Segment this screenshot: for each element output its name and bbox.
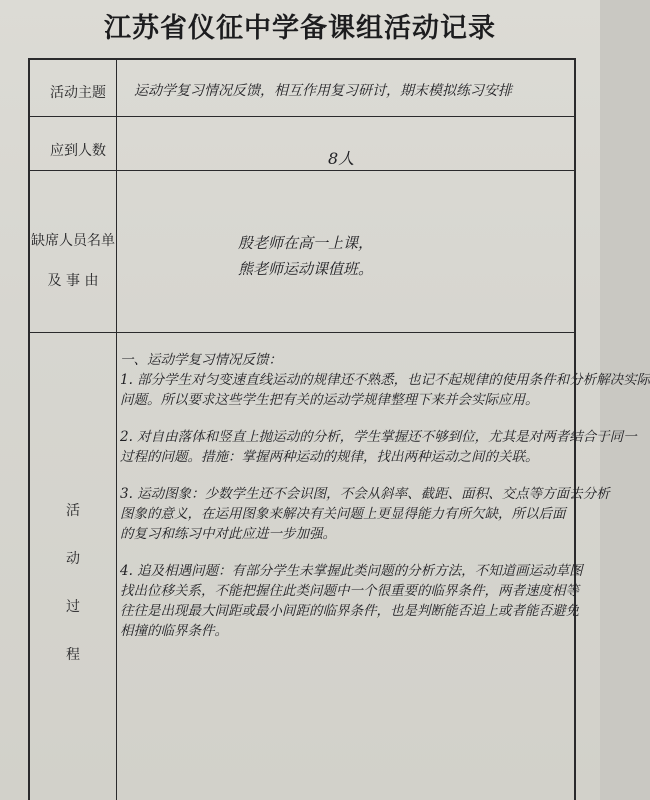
topic-value: 运动学复习情况反馈，相互作用复习研讨，期末模拟练习安排 <box>134 83 512 99</box>
paragraph-gap <box>120 467 570 484</box>
absent-value-line-2: 熊老师运动课值班。 <box>238 260 374 278</box>
absent-reason-label: 及 事 由 <box>47 273 99 289</box>
row-divider <box>30 170 574 171</box>
process-label-char: 过 <box>66 599 80 615</box>
process-text-line: 1. 部分学生对匀变速直线运动的规律还不熟悉，也记不起规律的使用条件和分析解决实际 <box>120 372 650 388</box>
document-title: 江苏省仪征中学备课组活动记录 <box>104 13 496 44</box>
process-text-line: 一、运动学复习情况反馈： <box>120 352 282 368</box>
row-divider <box>30 116 574 117</box>
process-label-char: 动 <box>66 551 80 567</box>
process-label-char: 程 <box>66 647 80 663</box>
attendance-value: 8人 <box>328 149 355 168</box>
absent-value-line-1: 殷老师在高一上课， <box>238 234 374 252</box>
process-text-line: 相撞的临界条件。 <box>120 623 228 639</box>
process-text-line: 4. 追及相遇问题：有部分学生未掌握此类问题的分析方法，不知道画运动草图 <box>120 563 583 579</box>
process-text-line: 问题。所以要求这些学生把有关的运动学规律整理下来并会实际应用。 <box>120 392 539 408</box>
process-text-line: 2. 对自由落体和竖直上抛运动的分析，学生掌握还不够到位，尤其是对两者结合于同一 <box>120 429 637 445</box>
process-text-line: 的复习和练习中对此应进一步加强。 <box>120 526 336 542</box>
absent-label: 缺席人员名单 <box>31 233 115 249</box>
process-content <box>120 350 650 641</box>
activity-record-table <box>28 58 650 800</box>
process-text-line: 往往是出现最大间距或最小间距的临界条件，也是判断能否追上或者能否避免 <box>120 603 579 619</box>
column-divider <box>116 60 117 800</box>
row-divider <box>30 332 574 333</box>
process-text-line: 找出位移关系，不能把握住此类问题中一个很重要的临界条件，两者速度相等 <box>120 583 579 599</box>
attendance-label: 应到人数 <box>50 143 106 159</box>
paragraph-gap <box>120 544 570 561</box>
topic-label: 活动主题 <box>50 85 106 101</box>
process-text-line: 过程的问题。措施：掌握两种运动的规律，找出两种运动之间的关联。 <box>120 449 539 465</box>
paragraph-gap <box>120 410 570 427</box>
process-text-line: 3. 运动图象：少数学生还不会识图，不会从斜率、截距、面积、交点等方面去分析 <box>120 486 610 502</box>
process-label-char: 活 <box>66 503 80 519</box>
process-text-line: 图象的意义，在运用图象来解决有关问题上更显得能力有所欠缺，所以后面 <box>120 506 566 522</box>
